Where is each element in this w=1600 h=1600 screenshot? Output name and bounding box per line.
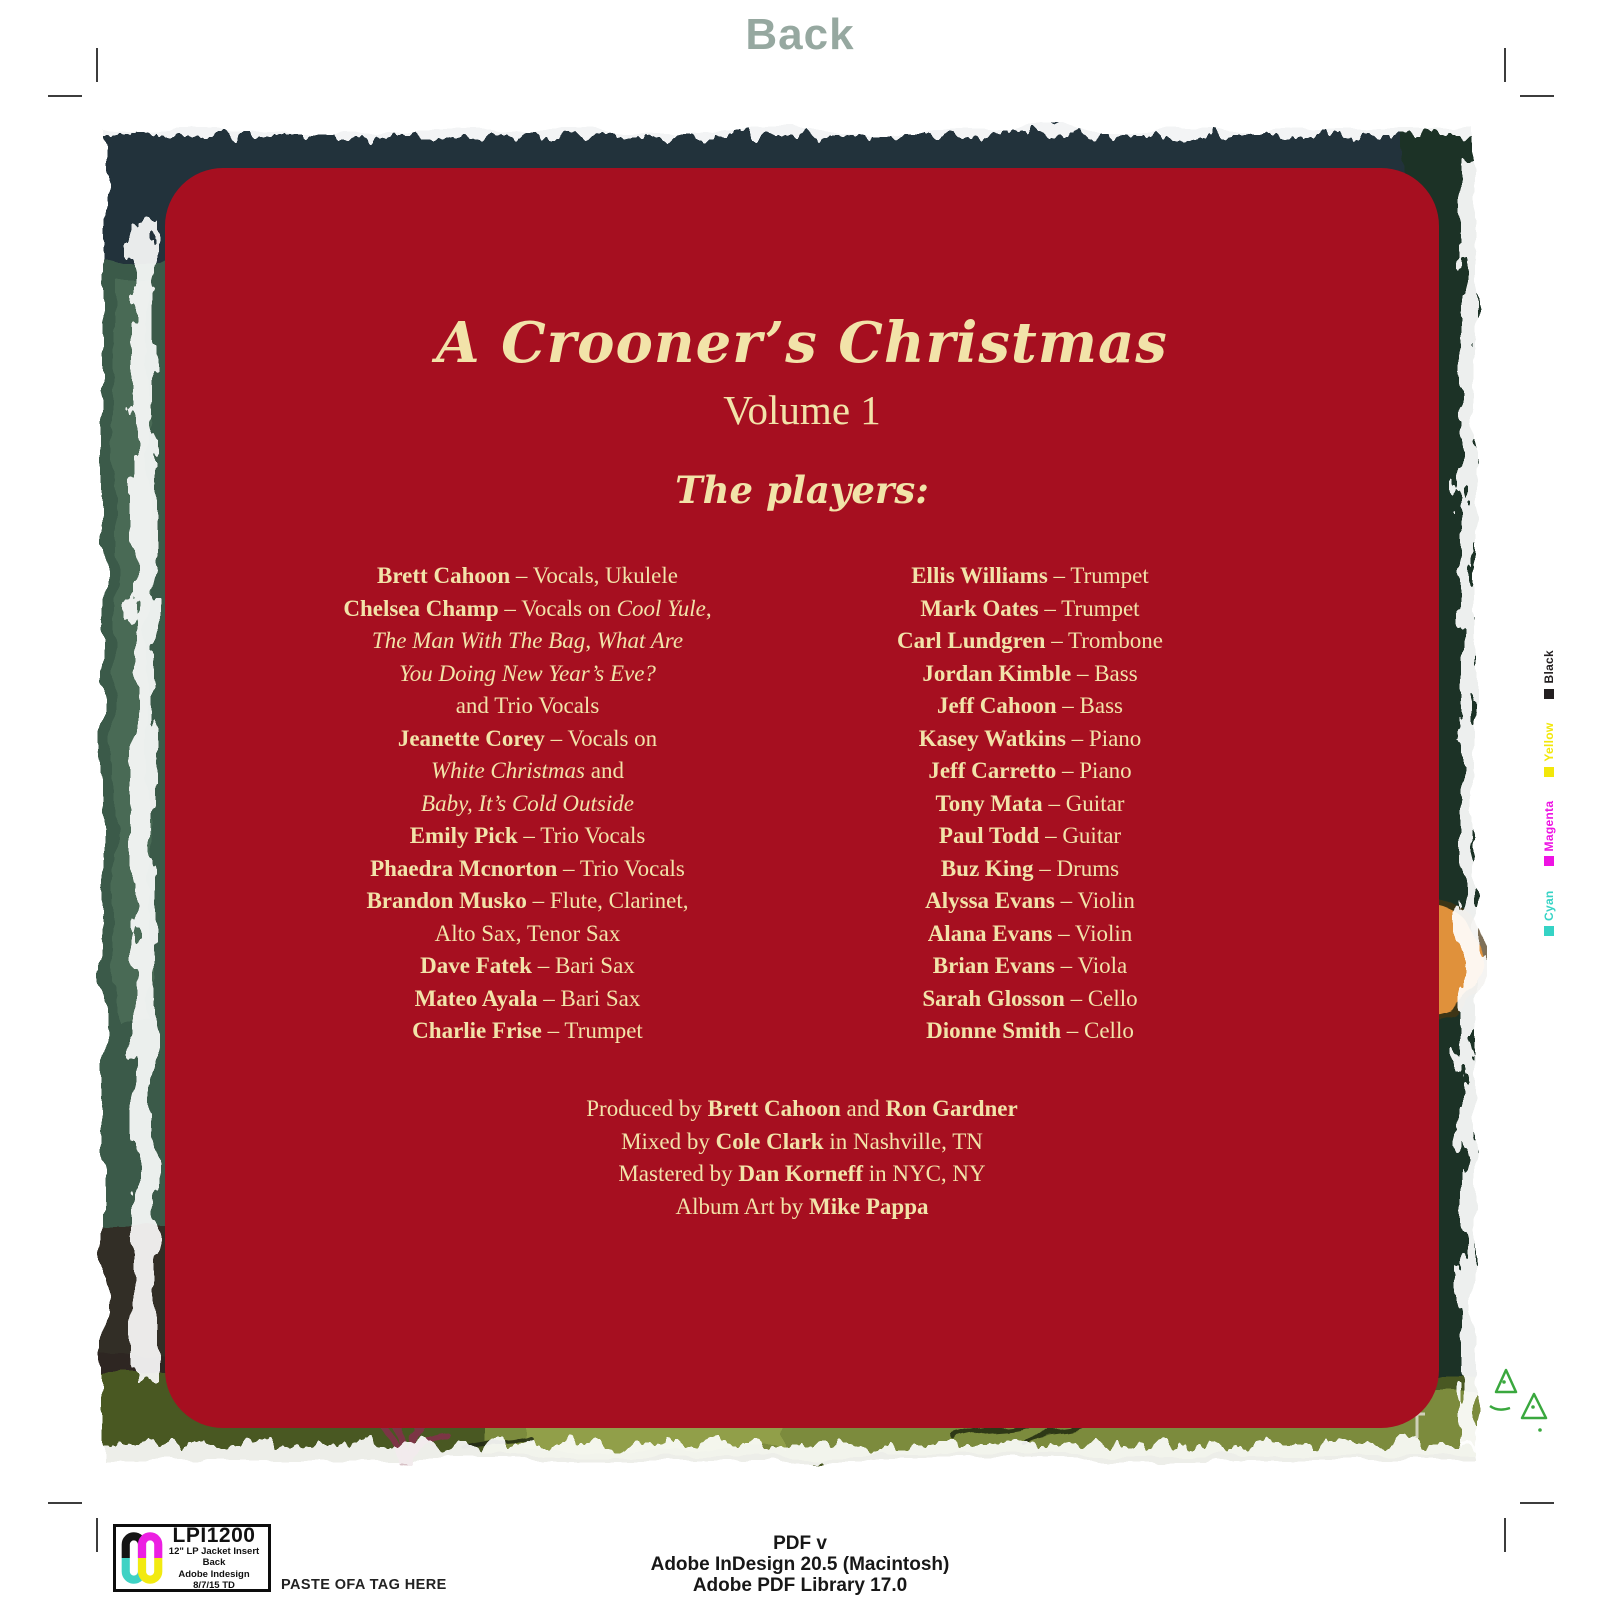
color-swatch-label: Cyan <box>1542 890 1556 921</box>
pdf-generator-info <box>0 1533 1600 1596</box>
color-swatch <box>1544 926 1554 936</box>
player-line: and Trio Vocals <box>455 693 600 718</box>
color-swatch-label: Magenta <box>1542 800 1556 852</box>
registration-color-bar <box>1541 649 1557 936</box>
player-line: Jordan Kimble – Bass <box>922 660 1138 686</box>
player-line: Dionne Smith – Cello <box>926 1018 1134 1043</box>
player-line: Baby, It’s Cold Outside <box>421 790 634 816</box>
slug-description-line: Back <box>202 1557 226 1569</box>
player-line: The Man With The Bag, What Are <box>371 628 684 653</box>
color-bar-item <box>1542 890 1556 936</box>
players-heading: The players: <box>675 468 929 512</box>
player-line: Mark Oates – Trumpet <box>920 595 1140 621</box>
crop-mark <box>96 48 98 82</box>
color-swatch <box>1544 689 1554 699</box>
production-credits <box>165 1093 1439 1223</box>
album-title: A Crooner’s Christmas <box>436 310 1168 376</box>
player-line: Emily Pick – Trio Vocals <box>409 823 646 848</box>
crop-mark <box>48 95 82 97</box>
players-column-right <box>805 560 1255 1048</box>
paste-tag-note: PASTE OFA TAG HERE <box>281 1577 447 1593</box>
player-line: Buz King – Drums <box>940 855 1120 881</box>
player-line: Chelsea Champ – Vocals on Cool Yule, <box>343 595 712 621</box>
pdf-info-line: Adobe PDF Library 17.0 <box>692 1575 908 1596</box>
player-line: You Doing New Year’s Eve? <box>399 660 656 686</box>
player-line: Paul Todd – Guitar <box>938 823 1122 848</box>
player-line: Jeanette Corey – Vocals on <box>397 725 658 751</box>
player-line: Tony Mata – Guitar <box>935 790 1125 816</box>
player-line: Jeff Cahoon – Bass <box>937 693 1123 718</box>
pdf-info-line: PDF v <box>773 1533 827 1554</box>
player-line: Dave Fatek – Bari Sax <box>420 953 635 978</box>
players-column-left <box>200 560 855 1048</box>
color-swatch <box>1544 856 1554 866</box>
player-line: Jeff Carretto – Piano <box>928 758 1132 783</box>
crop-mark <box>1520 95 1554 97</box>
margin-doodles <box>1478 1352 1556 1452</box>
player-line: Mateo Ayala – Bari Sax <box>414 985 641 1011</box>
player-line: Alana Evans – Violin <box>927 920 1133 946</box>
color-bar-item <box>1542 801 1556 867</box>
pdf-info-line: Adobe InDesign 20.5 (Macintosh) <box>650 1554 950 1575</box>
player-line: Alyssa Evans – Violin <box>925 888 1135 913</box>
player-line: Carl Lundgren – Trombone <box>896 628 1164 653</box>
color-swatch <box>1544 767 1554 777</box>
credit-line: Mastered by Dan Korneff in NYC, NY <box>618 1161 986 1186</box>
credit-line: Produced by Brett Cahoon and Ron Gardner <box>586 1096 1018 1121</box>
credit-line: Album Art by Mike Pappa <box>675 1193 929 1219</box>
player-line: Alto Sax, Tenor Sax <box>434 920 621 946</box>
album-volume: Volume 1 <box>723 387 881 433</box>
album-back-panel <box>165 168 1439 1428</box>
player-line: Kasey Watkins – Piano <box>918 725 1142 751</box>
crop-mark <box>1504 48 1506 82</box>
player-line: Sarah Glosson – Cello <box>922 985 1138 1011</box>
player-line: White Christmas and <box>431 758 624 783</box>
page-side-label: Back <box>745 10 855 59</box>
credit-line: Mixed by Cole Clark in Nashville, TN <box>621 1128 983 1154</box>
player-line: Brian Evans – Viola <box>932 953 1128 978</box>
player-line: Charlie Frise – Trumpet <box>412 1018 643 1043</box>
color-swatch-label: Black <box>1542 649 1556 684</box>
player-line: Phaedra Mcnorton – Trio Vocals <box>370 855 685 881</box>
crop-mark <box>48 1502 82 1504</box>
color-swatch-label: Yellow <box>1542 722 1556 762</box>
player-line: Ellis Williams – Trumpet <box>911 563 1149 588</box>
slug-description-line: Adobe Indesign <box>178 1568 250 1580</box>
color-bar-item <box>1542 650 1556 699</box>
slug-description-line: 12" LP Jacket Insert <box>168 1546 260 1558</box>
color-bar-item <box>1542 723 1556 777</box>
player-line: Brett Cahoon – Vocals, Ukulele <box>377 563 678 588</box>
player-line: Brandon Musko – Flute, Clarinet, <box>366 888 689 913</box>
crop-mark <box>1520 1502 1554 1504</box>
slug-code: LPI1200 <box>172 1524 256 1548</box>
slug-description-line: 8/7/15 TD <box>193 1579 235 1591</box>
